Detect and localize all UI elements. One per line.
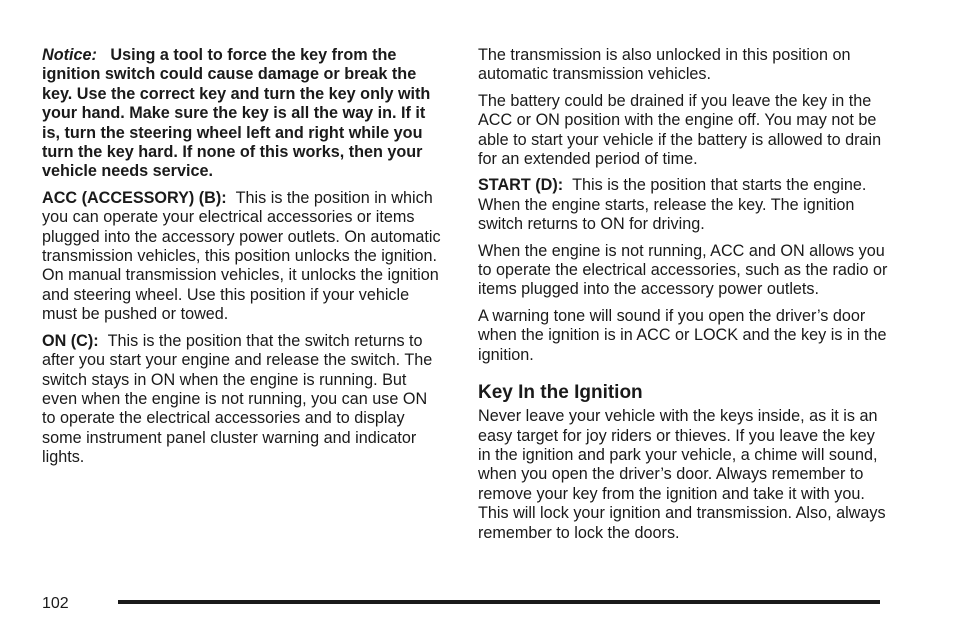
warning-tone-paragraph: A warning tone will sound if you open the driver’s door when the ignition is in ACC or LOCK and the key is in the ignition. (478, 306, 887, 364)
start-paragraph (478, 176, 888, 234)
page-number: 102 (42, 595, 69, 612)
on-paragraph (42, 332, 444, 468)
battery-paragraph: The battery could be drained if you leave the key in the ACC or ON position with the engine off. You may not be able to start your vehicle if the battery is allowed to drain for an extended period of time. (478, 91, 882, 169)
acc-paragraph (42, 189, 444, 325)
notice-label: Notice: (42, 46, 97, 64)
start-text: This is the position that starts the engine. When the engine starts, release the key. The ignition switch returns to ON for driving. (478, 176, 867, 234)
notice-paragraph (42, 46, 444, 182)
acc-text: This is the position in which you can operate your electrical accessories or items plugged into the accessory power outlets. On automatic transmission vehicles, this position unlocks the ignition. On manual transmission vehicles, it unlocks the ignition and steering wheel. Use this position if your vehicle must be pushed or towed. (42, 188, 441, 324)
section-heading: Key In the Ignition (478, 382, 643, 404)
key-in-ignition-paragraph: Never leave your vehicle with the keys inside, as it is an easy target for joy riders or thieves. If you leave the key in the ignition and park your vehicle, a chime will sound, when you open the driver’s door. Always remember to remove your key from the ignition and take it with you. This will lock your ignition and transmission. Also, always remember to lock the doors. (478, 407, 886, 542)
start-term: START (D): (478, 176, 564, 195)
left-column (42, 46, 444, 475)
accessories-paragraph: When the engine is not running, ACC and ON allows you to operate the electrical accessories, such as the radio or items plugged into the accessory power outlets. (478, 241, 888, 299)
notice-text: Using a tool to force the key from the ignition switch could cause damage or break the key. Use the correct key and turn the key only with your hand. Make sure the key is all the way in. If it is, turn the steering wheel left and right while you turn the key hard. If none of this works, then your vehicle needs service. (42, 46, 431, 181)
transmission-paragraph: The transmission is also unlocked in this position on automatic transmission vehicles. (478, 46, 851, 84)
footer-rule (118, 600, 880, 604)
acc-term: ACC (ACCESSORY) (B): (42, 188, 227, 207)
on-term: ON (C): (42, 331, 99, 350)
on-text: This is the position that the switch returns to after you start your engine and release the switch. The switch stays in ON when the engine is running. But even when the engine is not running, you can use ON to operate the electrical accessories and to display some instrument panel cluster warning and indicator lights. (42, 331, 433, 467)
right-column (478, 46, 888, 550)
